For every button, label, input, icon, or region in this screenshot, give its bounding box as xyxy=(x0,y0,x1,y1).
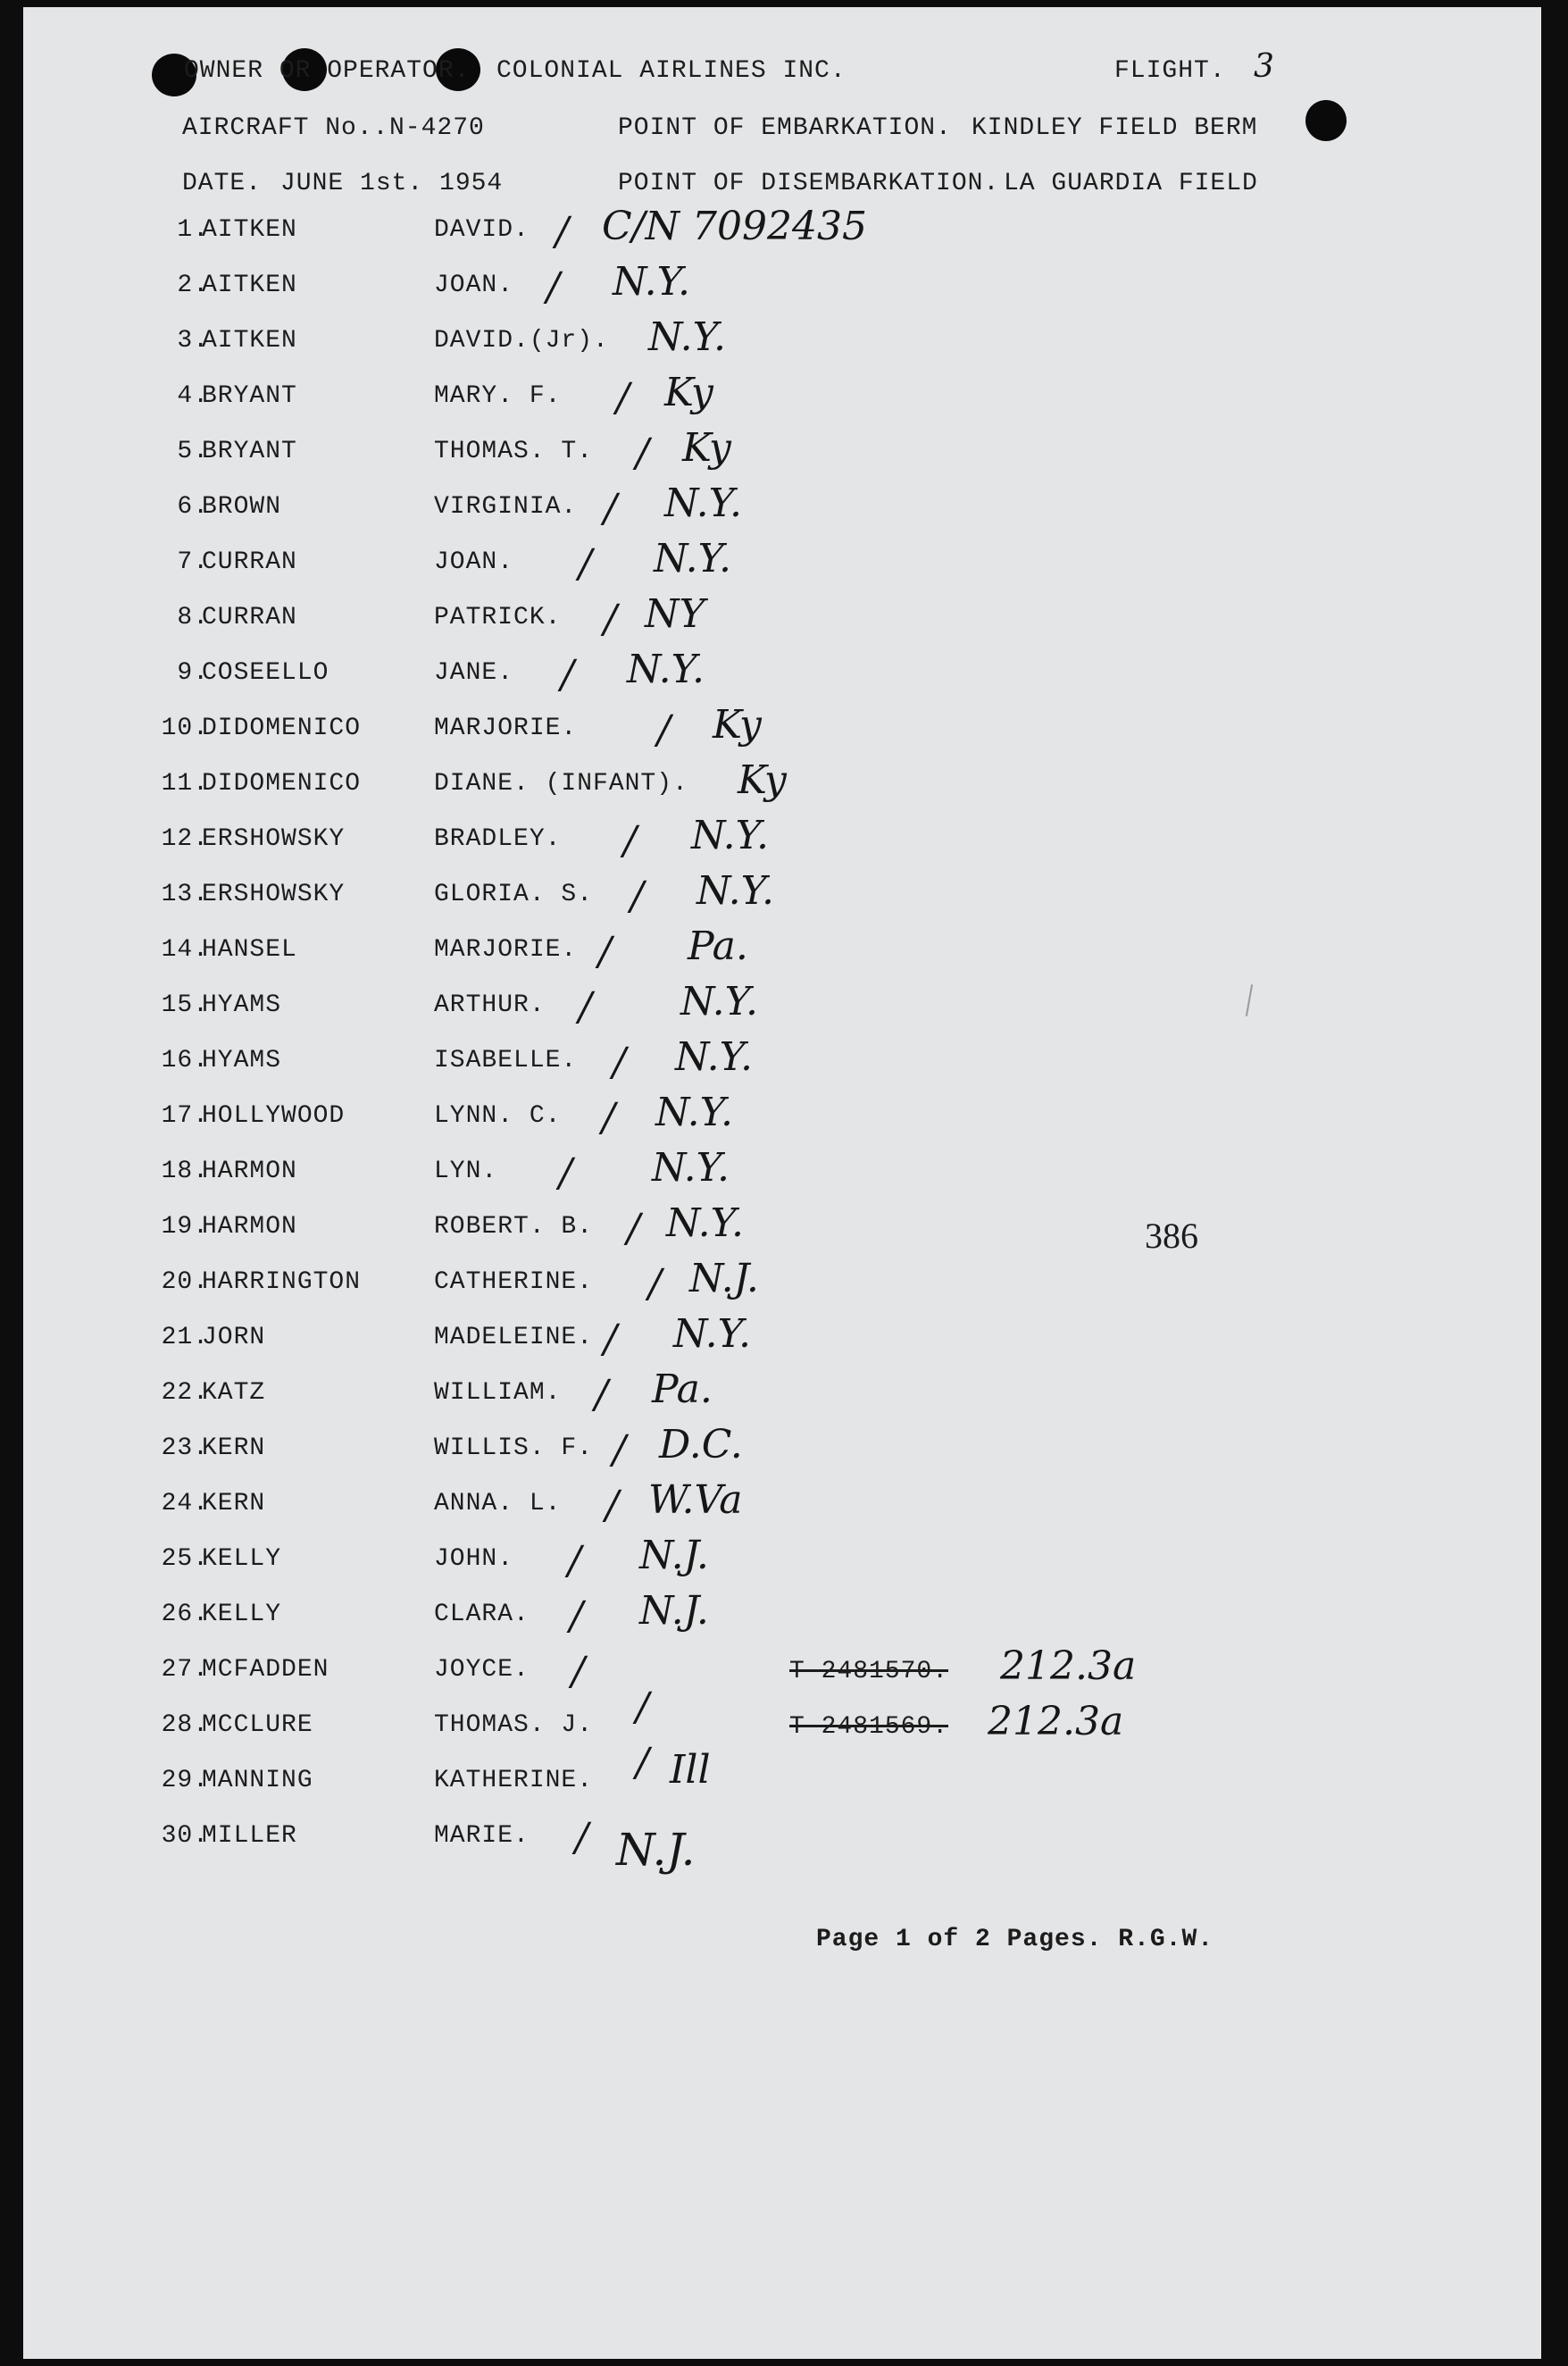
check-mark: / xyxy=(561,652,574,698)
given-name: THOMAS. J. xyxy=(434,1711,594,1739)
check-mark: / xyxy=(546,264,560,310)
passenger-row xyxy=(23,1200,1541,1258)
surname: MILLER xyxy=(202,1822,297,1850)
row-number: 26. xyxy=(161,1601,209,1628)
row-number: 29. xyxy=(161,1767,209,1794)
surname: HOLLYWOOD xyxy=(202,1102,346,1130)
passenger-row xyxy=(23,1367,1541,1424)
passenger-row xyxy=(23,1815,1541,1876)
surname: HYAMS xyxy=(202,991,282,1019)
manifest-page xyxy=(23,7,1541,2359)
owner-label: OWNER OR OPERATOR. xyxy=(184,57,471,85)
surname: COSEELLO xyxy=(202,659,329,687)
check-mark: / xyxy=(555,209,569,255)
row-number: 5. xyxy=(177,438,209,465)
state-note: N.Y. xyxy=(675,1034,754,1080)
state-note: N.Y. xyxy=(652,1145,730,1191)
row-number: 23. xyxy=(161,1434,209,1462)
given-name: JOHN. xyxy=(434,1545,514,1573)
surname: HARRINGTON xyxy=(202,1268,362,1296)
check-mark: / xyxy=(604,486,617,531)
state-note: N.Y. xyxy=(664,481,743,526)
given-name: PATRICK. xyxy=(434,604,562,631)
given-name: JANE. xyxy=(434,659,514,687)
check-mark: / xyxy=(579,984,592,1030)
given-name: WILLIAM. xyxy=(434,1379,562,1407)
given-name: DAVID. xyxy=(434,216,530,244)
row-number: 1. xyxy=(177,216,209,244)
check-mark: / xyxy=(657,707,671,753)
passenger-row xyxy=(23,204,1541,261)
aircraft-label: AIRCRAFT No.. xyxy=(182,114,389,142)
surname: HARMON xyxy=(202,1158,297,1185)
check-mark: / xyxy=(630,874,644,919)
passenger-row xyxy=(23,1256,1541,1313)
check-mark: / xyxy=(559,1150,572,1196)
passenger-row xyxy=(23,813,1541,870)
row-number: 16. xyxy=(161,1047,209,1074)
state-note: C/N 7092435 xyxy=(602,204,867,249)
surname: KERN xyxy=(202,1490,266,1517)
surname: AITKEN xyxy=(202,216,297,244)
page-footer: Page 1 of 2 Pages. R.G.W. xyxy=(816,1926,1214,1953)
given-name: BRADLEY. xyxy=(434,825,562,853)
check-mark: / xyxy=(595,1372,608,1417)
row-number: 4. xyxy=(177,382,209,410)
passenger-row xyxy=(23,1533,1541,1590)
passenger-row xyxy=(23,647,1541,704)
surname: BROWN xyxy=(202,493,282,521)
state-note: N.Y. xyxy=(613,259,691,305)
passenger-row xyxy=(23,425,1541,482)
passenger-row xyxy=(23,1740,1541,1811)
passenger-row xyxy=(23,924,1541,981)
check-mark: / xyxy=(604,1317,617,1362)
given-name: ROBERT. B. xyxy=(434,1213,594,1241)
row-number: 19. xyxy=(161,1213,209,1241)
passenger-row xyxy=(23,1643,1541,1701)
passenger-row xyxy=(23,1311,1541,1368)
given-name: CATHERINE. xyxy=(434,1268,594,1296)
passenger-row xyxy=(23,1422,1541,1479)
passenger-row xyxy=(23,868,1541,925)
row-number: 28. xyxy=(161,1711,209,1739)
surname: MANNING xyxy=(202,1767,313,1794)
state-note: N.Y. xyxy=(673,1311,752,1357)
surname: DIDOMENICO xyxy=(202,770,362,798)
state-note: N.J. xyxy=(616,1824,696,1876)
given-name: VIRGINIA. xyxy=(434,493,578,521)
check-mark: / xyxy=(568,1538,581,1584)
check-mark: / xyxy=(636,1740,649,1785)
state-note: D.C. xyxy=(659,1422,743,1467)
date-value: JUNE 1st. 1954 xyxy=(280,170,504,197)
given-name: JOAN. xyxy=(434,272,514,299)
passenger-row xyxy=(23,314,1541,372)
passenger-row xyxy=(23,702,1541,759)
row-number: 17. xyxy=(161,1102,209,1130)
state-note: Ill xyxy=(670,1747,711,1793)
passenger-row xyxy=(23,979,1541,1036)
aircraft-value: N-4270 xyxy=(389,114,485,142)
surname: KATZ xyxy=(202,1379,266,1407)
check-mark: / xyxy=(598,929,612,974)
row-number: 20. xyxy=(161,1268,209,1296)
state-note: Ky xyxy=(713,702,762,748)
state-note: W.Va xyxy=(648,1477,743,1523)
disembark-value: LA GUARDIA FIELD xyxy=(1004,170,1258,197)
row-number: 7. xyxy=(177,548,209,576)
passenger-row xyxy=(23,1588,1541,1645)
check-mark: / xyxy=(613,1040,626,1085)
check-mark: / xyxy=(575,1815,588,1860)
state-note: N.Y. xyxy=(648,314,727,360)
owner-value: COLONIAL AIRLINES INC. xyxy=(496,57,847,85)
row-number: 22. xyxy=(161,1379,209,1407)
given-name: ISABELLE. xyxy=(434,1047,578,1074)
given-name: MARY. F. xyxy=(434,382,562,410)
state-note: N.Y. xyxy=(696,868,775,914)
row-number: 25. xyxy=(161,1545,209,1573)
row-number: 21. xyxy=(161,1324,209,1351)
surname: BRYANT xyxy=(202,382,297,410)
surname: JORN xyxy=(202,1324,266,1351)
surname: HANSEL xyxy=(202,936,297,964)
row-number: 2. xyxy=(177,272,209,299)
row-number: 27. xyxy=(161,1656,209,1684)
passenger-row xyxy=(23,1685,1541,1756)
state-note: NY xyxy=(645,591,705,637)
state-note: Ky xyxy=(664,370,713,415)
given-name: JOYCE. xyxy=(434,1656,530,1684)
state-note: Pa. xyxy=(652,1367,713,1412)
given-name: DAVID.(Jr). xyxy=(434,327,609,355)
given-name: LYNN. C. xyxy=(434,1102,562,1130)
check-mark: / xyxy=(648,1261,662,1307)
state-note: N.J. xyxy=(639,1588,709,1634)
given-name: MARJORIE. xyxy=(434,936,578,964)
row-number: 12. xyxy=(161,825,209,853)
row-number: 10. xyxy=(161,715,209,742)
passenger-row xyxy=(23,757,1541,815)
punch-hole xyxy=(1305,100,1347,141)
passenger-row xyxy=(23,1145,1541,1202)
surname: ERSHOWSKY xyxy=(202,881,346,908)
check-mark: / xyxy=(571,1649,585,1694)
date-label: DATE. xyxy=(182,170,263,197)
row-number: 18. xyxy=(161,1158,209,1185)
surname: MCCLURE xyxy=(202,1711,313,1739)
check-mark: / xyxy=(579,541,592,587)
given-name: GLORIA. S. xyxy=(434,881,594,908)
given-name: LYN. xyxy=(434,1158,498,1185)
row-number: 8. xyxy=(177,604,209,631)
check-mark: / xyxy=(616,375,630,421)
row-number: 13. xyxy=(161,881,209,908)
state-note: N.Y. xyxy=(680,979,759,1024)
passenger-row xyxy=(23,536,1541,593)
check-mark: / xyxy=(602,1095,615,1141)
surname: HARMON xyxy=(202,1213,297,1241)
embark-value: KINDLEY FIELD BERM xyxy=(972,114,1258,142)
given-name: CLARA. xyxy=(434,1601,530,1628)
surname: DIDOMENICO xyxy=(202,715,362,742)
state-note: Ky xyxy=(682,425,731,471)
row-number: 24. xyxy=(161,1490,209,1517)
given-name: THOMAS. T. xyxy=(434,438,594,465)
ticket-code: 212.3a xyxy=(988,1699,1124,1744)
surname: BRYANT xyxy=(202,438,297,465)
state-note: N.Y. xyxy=(655,1090,734,1135)
passenger-row xyxy=(23,591,1541,648)
surname: AITKEN xyxy=(202,327,297,355)
ticket-number: T-2481570. xyxy=(789,1658,949,1685)
given-name: MARIE. xyxy=(434,1822,530,1850)
check-mark: / xyxy=(636,1685,649,1730)
state-note: N.Y. xyxy=(691,813,770,858)
disembark-label: POINT OF DISEMBARKATION. xyxy=(618,170,1000,197)
embark-label: POINT OF EMBARKATION. xyxy=(618,114,952,142)
passenger-row xyxy=(23,1034,1541,1091)
given-name: WILLIS. F. xyxy=(434,1434,594,1462)
state-note: N.Y. xyxy=(666,1200,745,1246)
state-note: N.J. xyxy=(639,1533,709,1578)
surname: CURRAN xyxy=(202,604,297,631)
row-number: 15. xyxy=(161,991,209,1019)
given-name: ANNA. L. xyxy=(434,1490,562,1517)
stamp-number: 386 xyxy=(1145,1216,1198,1256)
surname: KELLY xyxy=(202,1601,282,1628)
state-note: Ky xyxy=(738,757,787,803)
check-mark: / xyxy=(636,431,649,476)
flight-value: 3 xyxy=(1254,48,1274,85)
check-mark: / xyxy=(627,1206,640,1251)
given-name: ARTHUR. xyxy=(434,991,546,1019)
state-note: N.Y. xyxy=(654,536,732,581)
ticket-code: 212.3a xyxy=(1000,1643,1137,1689)
state-note: N.J. xyxy=(689,1256,759,1301)
passenger-row xyxy=(23,481,1541,538)
row-number: 14. xyxy=(161,936,209,964)
surname: KERN xyxy=(202,1434,266,1462)
passenger-row xyxy=(23,259,1541,316)
row-number: 6. xyxy=(177,493,209,521)
given-name: MADELEINE. xyxy=(434,1324,594,1351)
row-number: 3. xyxy=(177,327,209,355)
check-mark: / xyxy=(623,818,637,864)
check-mark: / xyxy=(604,597,617,642)
row-number: 30. xyxy=(161,1822,209,1850)
check-mark: / xyxy=(613,1427,626,1473)
check-mark: / xyxy=(605,1483,619,1528)
surname: ERSHOWSKY xyxy=(202,825,346,853)
surname: MCFADDEN xyxy=(202,1656,329,1684)
surname: AITKEN xyxy=(202,272,297,299)
state-note: Pa. xyxy=(688,924,748,969)
flight-label: FLIGHT. xyxy=(1114,57,1226,85)
surname: HYAMS xyxy=(202,1047,282,1074)
surname: KELLY xyxy=(202,1545,282,1573)
row-number: 9. xyxy=(177,659,209,687)
state-note: N.Y. xyxy=(627,647,705,692)
given-name: DIANE. (INFANT). xyxy=(434,770,688,798)
given-name: MARJORIE. xyxy=(434,715,578,742)
row-number: 11. xyxy=(161,770,209,798)
passenger-row xyxy=(23,1090,1541,1147)
surname: CURRAN xyxy=(202,548,297,576)
given-name: KATHERINE. xyxy=(434,1767,594,1794)
passenger-row xyxy=(23,370,1541,427)
passenger-row xyxy=(23,1477,1541,1534)
check-mark: / xyxy=(570,1593,583,1639)
ticket-number: T-2481569. xyxy=(789,1713,949,1741)
given-name: JOAN. xyxy=(434,548,514,576)
